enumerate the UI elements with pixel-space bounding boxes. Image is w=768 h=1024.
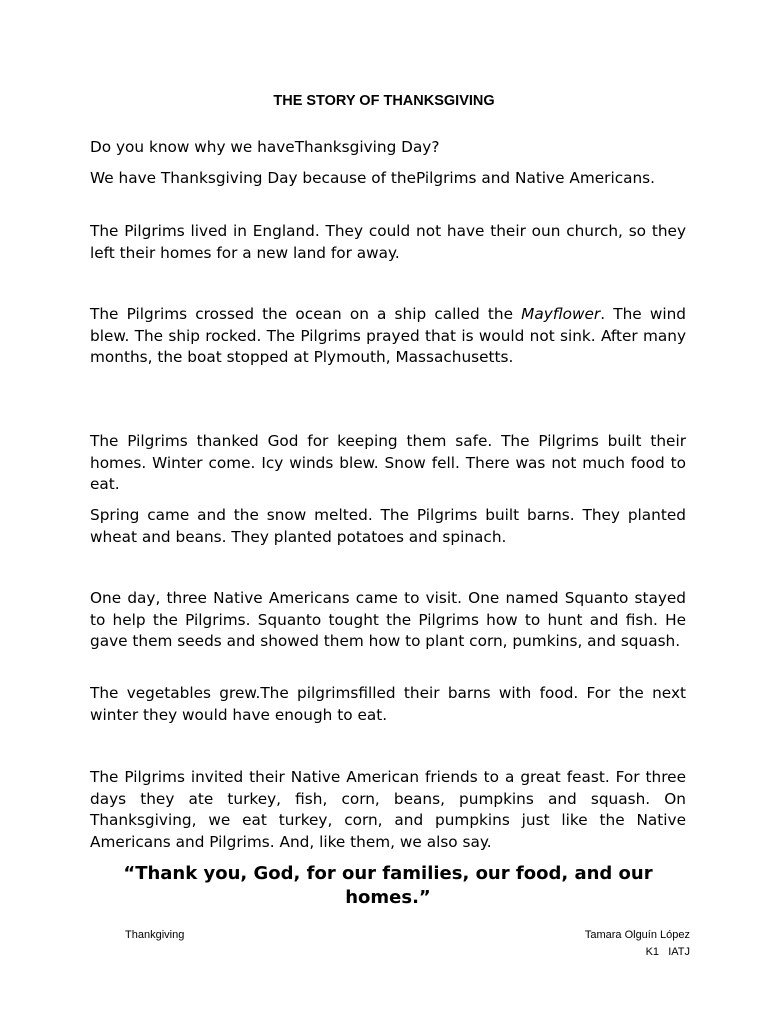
document-title: THE STORY OF THANKSGIVING xyxy=(273,93,495,109)
paragraph-winter: The Pilgrims thanked God for keeping them safe. The Pilgrims built their homes. Winter come. Icy winds blew. Snow fell. There was not much food to eat. xyxy=(90,432,686,493)
paragraph-feast: The Pilgrims invited their Native American friends to a great feast. For three days they ate turkey, fish, corn, beans, pumpkins and squash. On Thanksgiving, we eat turkey, corn, and pumpkins just like the Native Americans and Pilgrims. And, like them, we also say. xyxy=(90,768,686,851)
mayflower-ship-name: Mayflower xyxy=(521,305,601,323)
footer-author: Tamara Olguín López xyxy=(584,929,690,941)
paragraph-native-americans: One day, three Native Americans came to visit. One named Squanto stayed to help the Pilgrims. Squanto tought the Pilgrims how to hunt and fish. He gave them seeds and showed them how to plant corn, pumkins, and squash. xyxy=(90,589,686,650)
thank-you-quote: “Thank you, God, for our families, our food, and our homes.” xyxy=(123,863,653,908)
mayflower-text-before: The Pilgrims crossed the ocean on a ship called the xyxy=(90,305,522,323)
footer-author-block xyxy=(520,927,690,961)
paragraph-england: The Pilgrims lived in England. They could not have their oun church, so they left their homes for a new land for away. xyxy=(90,222,686,262)
paragraph-spring: Spring came and the snow melted. The Pilgrims built barns. They planted wheat and beans. They planted potatoes and spinach. xyxy=(90,506,686,546)
mayflower-text-after: . The wind blew. The ship rocked. The Pilgrims prayed that is would not sink. After many months, the boat stopped at Plymouth, Massachusetts. xyxy=(90,305,686,366)
paragraph-mayflower xyxy=(90,304,686,369)
footer-label: Thankgiving xyxy=(125,929,185,941)
footer-class: K1 IATJ xyxy=(645,946,690,958)
paragraph-vegetables: The vegetables grew.The pilgrimsfilled their barns with food. For the next winter they would have enough to eat. xyxy=(90,684,686,724)
paragraph-reason: We have Thanksgiving Day because of thePilgrims and Native Americans. xyxy=(90,169,656,187)
paragraph-question: Do you know why we haveThanksgiving Day? xyxy=(90,138,440,156)
